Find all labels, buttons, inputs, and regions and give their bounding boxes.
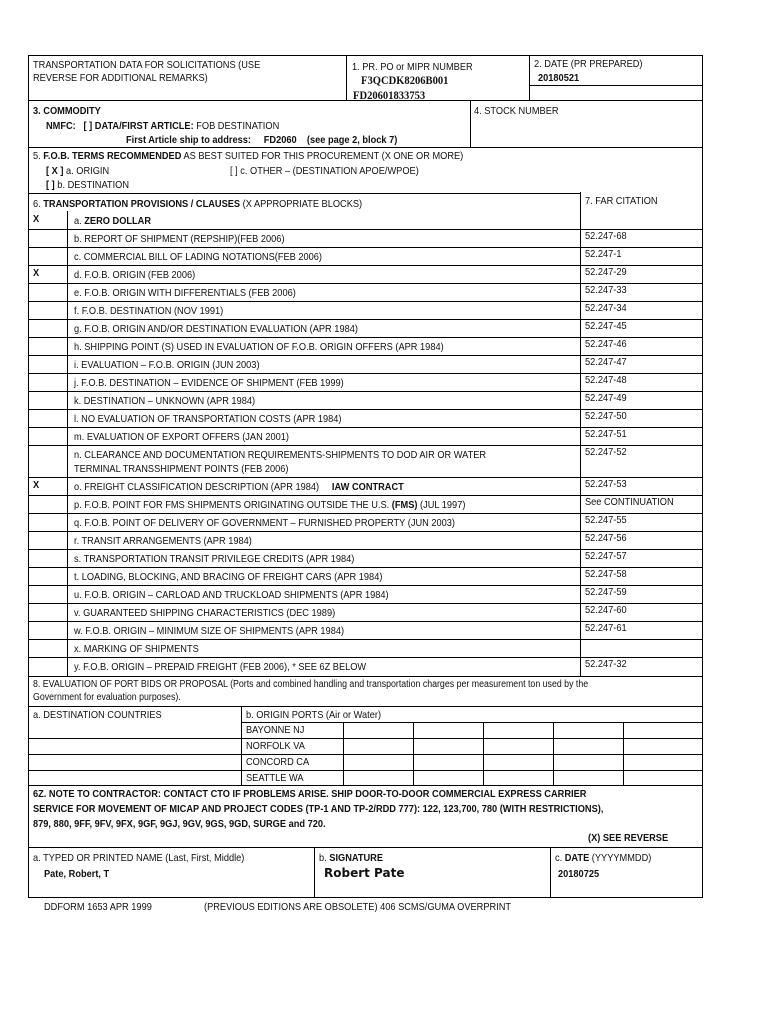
provision-clause: f. F.O.B. DESTINATION (NOV 1991) bbox=[74, 305, 224, 317]
far-citation: 52.247-53 bbox=[585, 478, 627, 490]
stock-number-label: 4. STOCK NUMBER bbox=[474, 105, 559, 117]
sign-date-label-prefix: c. bbox=[555, 852, 563, 864]
ship-to-line bbox=[126, 134, 397, 146]
port-row-divider bbox=[28, 770, 703, 771]
fob-destination-checkbox: [ ] bbox=[46, 179, 55, 191]
provision-text bbox=[74, 517, 455, 529]
provision-clause: w. F.O.B. ORIGIN – MINIMUM SIZE OF SHIPMENTS (APR 1984) bbox=[74, 625, 345, 637]
provision-text bbox=[74, 395, 255, 407]
pr-number-value-1: F3QCDK8206B001 bbox=[361, 73, 449, 87]
far-citation: 52.247-50 bbox=[585, 410, 627, 422]
fob-origin-text: a. ORIGIN bbox=[66, 165, 110, 177]
provision-emphasis: (FMS) bbox=[391, 499, 418, 511]
far-citation: 52.247-33 bbox=[585, 284, 627, 296]
divider bbox=[28, 706, 703, 707]
provision-text bbox=[74, 625, 344, 637]
provision-text bbox=[74, 481, 404, 493]
provision-text-continued: TERMINAL TRANSSHIPMENT POINTS (FEB 2006) bbox=[74, 463, 289, 475]
form-id: DDFORM 1653 APR 1999 bbox=[44, 901, 152, 913]
divider bbox=[241, 722, 703, 723]
commodity-label: 3. COMMODITY bbox=[33, 105, 101, 117]
far-citation: 52.247-45 bbox=[585, 320, 627, 332]
far-citation: 52.247-34 bbox=[585, 302, 627, 314]
note-line3: 879, 880, 9FF, 9FV, 9FX, 9GF, 9GJ, 9GV, 9GS, 9GD, SURGE and 720. bbox=[33, 818, 326, 830]
nmfc-checkbox: [ ] bbox=[83, 120, 93, 132]
divider bbox=[28, 847, 703, 848]
fob-other-checkbox: [ ] bbox=[230, 165, 238, 177]
ship-to-label: First Article ship to address: bbox=[126, 134, 251, 146]
far-citation: 52.247-57 bbox=[585, 550, 627, 562]
signature-value: Robert Pate bbox=[324, 866, 405, 880]
divider bbox=[28, 785, 703, 786]
far-citation: 52.247-61 bbox=[585, 622, 627, 634]
form-footer-note: (PREVIOUS EDITIONS ARE OBSOLETE) 406 SCMS/GUMA OVERPRINT bbox=[204, 901, 512, 913]
port-row-divider bbox=[28, 738, 703, 739]
note-line1: 6Z. NOTE TO CONTRACTOR: CONTACT CTO IF PROBLEMS ARISE. SHIP DOOR-TO-DOOR COMMERCIAL EXPRESS CARRIER bbox=[33, 788, 587, 800]
provision-text bbox=[74, 571, 382, 583]
provision-clause: l. NO EVALUATION OF TRANSPORTATION COSTS (APR 1984) bbox=[74, 413, 342, 425]
provision-clause: q. F.O.B. POINT OF DELIVERY OF GOVERNMENT – FURNISHED PROPERTY (JUN 2003) bbox=[74, 517, 455, 529]
sign-date-label-format: (YYYYMMDD) bbox=[591, 852, 652, 864]
provision-text bbox=[74, 377, 344, 389]
fob-terms-title: F.O.B. TERMS RECOMMENDED bbox=[43, 150, 182, 162]
fob-other-text: c. OTHER – (DESTINATION APOE/WPOE) bbox=[240, 165, 419, 177]
evaluation-line1: 8. EVALUATION OF PORT BIDS OR PROPOSAL (Ports and combined handling and transportation charges per measurement ton used by the bbox=[33, 679, 589, 690]
provision-text bbox=[74, 359, 260, 371]
fob-terms-label bbox=[33, 150, 463, 162]
far-citation: 52.247-58 bbox=[585, 568, 627, 580]
pr-number-value-2: FD20601833753 bbox=[353, 88, 426, 102]
divider bbox=[529, 55, 530, 100]
provision-clause: s. TRANSPORTATION TRANSIT PRIVILEGE CREDITS (APR 1984) bbox=[74, 553, 355, 565]
divider bbox=[550, 847, 551, 898]
provision-clause: j. F.O.B. DESTINATION – EVIDENCE OF SHIPMENT (FEB 1999) bbox=[74, 377, 344, 389]
transportation-data-form bbox=[28, 55, 703, 913]
provision-mark: X bbox=[33, 267, 40, 279]
fob-origin-option bbox=[46, 165, 109, 177]
pr-number-label: 1. PR. PO or MIPR NUMBER bbox=[352, 61, 473, 73]
provision-clause: x. MARKING OF SHIPMENTS bbox=[74, 643, 199, 655]
provision-clause: b. REPORT OF SHIPMENT (REPSHIP)(FEB 2006) bbox=[74, 233, 285, 245]
provision-clause-date: (JUL 1997) bbox=[420, 499, 466, 511]
divider bbox=[28, 100, 703, 101]
provision-text bbox=[74, 431, 289, 443]
far-citation: 52.247-1 bbox=[585, 248, 622, 260]
origin-port: NORFOLK VA bbox=[246, 740, 305, 752]
ship-to-code: FD2060 bbox=[263, 134, 297, 146]
fob-terms-instructions: AS BEST SUITED FOR THIS PROCUREMENT (X ONE OR MORE) bbox=[183, 150, 464, 162]
provision-text bbox=[74, 499, 465, 511]
date-prepared-value: 20180521 bbox=[538, 72, 580, 84]
signature-label-prefix: b. bbox=[319, 852, 327, 864]
fob-terms-num: 5. bbox=[33, 150, 41, 162]
divider bbox=[346, 55, 347, 100]
provision-clause: k. DESTINATION – UNKNOWN (APR 1984) bbox=[74, 395, 256, 407]
provisions-num: 6. bbox=[33, 198, 41, 210]
provision-text bbox=[74, 553, 354, 565]
nmfc-label: NMFC: bbox=[46, 120, 76, 132]
far-citation: See CONTINUATION bbox=[585, 496, 674, 508]
provision-text bbox=[74, 251, 322, 263]
provisions-title: TRANSPORTATION PROVISIONS / CLAUSES bbox=[43, 198, 241, 210]
typed-name-label: a. TYPED OR PRINTED NAME (Last, First, Middle) bbox=[33, 852, 245, 864]
evaluation-line2: Government for evaluation purposes). bbox=[33, 692, 181, 703]
typed-name-value: Pate, Robert, T bbox=[44, 868, 110, 880]
divider bbox=[28, 147, 703, 148]
nmfc-data-first-article: DATA/FIRST ARTICLE: bbox=[94, 120, 194, 132]
provision-clause: n. CLEARANCE AND DOCUMENTATION REQUIREMENTS-SHIPMENTS TO DOD AIR OR WATER bbox=[74, 449, 487, 461]
provision-clause: c. COMMERCIAL BILL OF LADING NOTATIONS(FEB 2006) bbox=[74, 251, 322, 263]
provision-clause: d. F.O.B. ORIGIN (FEB 2006) bbox=[74, 269, 196, 281]
provision-mark: X bbox=[33, 213, 40, 225]
far-citation: 52.247-47 bbox=[585, 356, 627, 368]
divider bbox=[28, 676, 703, 677]
fob-other-option bbox=[230, 165, 419, 177]
ship-to-note: (see page 2, block 7) bbox=[306, 134, 398, 146]
provision-text bbox=[74, 449, 486, 461]
fob-destination-text: b. DESTINATION bbox=[57, 179, 130, 191]
far-citation: 52.247-68 bbox=[585, 230, 627, 242]
nmfc-line bbox=[46, 120, 279, 132]
sign-date-label bbox=[555, 852, 651, 864]
provision-text bbox=[74, 589, 389, 601]
provision-text bbox=[74, 323, 358, 335]
table-row-divider bbox=[28, 639, 703, 640]
origin-port: CONCORD CA bbox=[246, 756, 310, 768]
provision-text bbox=[74, 233, 285, 245]
provision-clause: v. GUARANTEED SHIPPING CHARACTERISTICS (DEC 1989) bbox=[74, 607, 336, 619]
far-citation: 52.247-60 bbox=[585, 604, 627, 616]
far-citation: 52.247-32 bbox=[585, 658, 627, 670]
far-citation: 52.247-51 bbox=[585, 428, 627, 440]
nmfc-fob-destination: FOB DESTINATION bbox=[196, 120, 280, 132]
provision-text bbox=[74, 643, 199, 655]
port-row-divider bbox=[28, 754, 703, 755]
provision-clause: y. F.O.B. ORIGIN – PREPAID FREIGHT (FEB 2006), * SEE 6Z BELOW bbox=[74, 661, 367, 673]
origin-port: SEATTLE WA bbox=[246, 772, 304, 784]
provision-text bbox=[74, 661, 366, 673]
signature-label bbox=[319, 852, 383, 864]
far-citation: 52.247-29 bbox=[585, 266, 627, 278]
form-title-line2: REVERSE FOR ADDITIONAL REMARKS) bbox=[33, 72, 208, 84]
provision-text bbox=[74, 269, 195, 281]
provision-text bbox=[74, 341, 444, 353]
provision-clause: t. LOADING, BLOCKING, AND BRACING OF FREIGHT CARS (APR 1984) bbox=[74, 571, 383, 583]
divider bbox=[28, 193, 580, 194]
fob-destination-option bbox=[46, 179, 129, 191]
provision-text bbox=[74, 215, 151, 227]
fob-origin-checkbox: [ X ] bbox=[46, 165, 64, 177]
divider bbox=[314, 847, 315, 898]
provision-mark: X bbox=[33, 479, 40, 491]
provisions-label bbox=[33, 198, 362, 210]
far-citation: 52.247-59 bbox=[585, 586, 627, 598]
mark-column-divider bbox=[67, 211, 68, 676]
form-title-line1: TRANSPORTATION DATA FOR SOLICITATIONS (USE bbox=[33, 59, 261, 71]
provision-clause: m. EVALUATION OF EXPORT OFFERS (JAN 2001) bbox=[74, 431, 289, 443]
far-citation: 52.247-52 bbox=[585, 446, 627, 458]
provision-clause: p. F.O.B. POINT FOR FMS SHIPMENTS ORIGINATING OUTSIDE THE U.S. bbox=[74, 499, 390, 511]
provision-text bbox=[74, 607, 335, 619]
provision-clause: r. TRANSIT ARRANGEMENTS (APR 1984) bbox=[74, 535, 252, 547]
provision-text bbox=[74, 413, 342, 425]
origin-port: BAYONNE NJ bbox=[246, 724, 305, 736]
provision-clause: g. F.O.B. ORIGIN AND/OR DESTINATION EVALUATION (APR 1984) bbox=[74, 323, 358, 335]
far-citation: 52.247-49 bbox=[585, 392, 627, 404]
date-prepared-label: 2. DATE (PR PREPARED) bbox=[534, 58, 643, 70]
destination-countries-label: a. DESTINATION COUNTRIES bbox=[33, 709, 162, 721]
provisions-instructions: (X APPROPRIATE BLOCKS) bbox=[242, 198, 363, 210]
provision-clause: h. SHIPPING POINT (S) USED IN EVALUATION OF F.O.B. ORIGIN OFFERS (APR 1984) bbox=[74, 341, 444, 353]
sign-date-label-text: DATE bbox=[564, 852, 590, 864]
note-line2: SERVICE FOR MOVEMENT OF MICAP AND PROJECT CODES (TP-1 AND TP-2/RDD 777): 122, 123,700, 780 (WITH RESTRICTIONS), bbox=[33, 803, 604, 815]
far-citation: 52.247-46 bbox=[585, 338, 627, 350]
provision-clause: e. F.O.B. ORIGIN WITH DIFFERENTIALS (FEB 2006) bbox=[74, 287, 296, 299]
origin-ports-label: b. ORIGIN PORTS (Air or Water) bbox=[246, 709, 382, 721]
see-reverse: (X) SEE REVERSE bbox=[588, 832, 669, 844]
provision-text bbox=[74, 535, 252, 547]
far-citation: 52.247-55 bbox=[585, 514, 627, 526]
provision-text bbox=[74, 287, 296, 299]
provision-clause: i. EVALUATION – F.O.B. ORIGIN (JUN 2003) bbox=[74, 359, 260, 371]
provision-clause: o. FREIGHT CLASSIFICATION DESCRIPTION (APR 1984) bbox=[74, 481, 320, 493]
divider bbox=[529, 85, 703, 86]
divider bbox=[241, 706, 242, 785]
provision-clause: a. bbox=[74, 215, 82, 227]
sign-date-value: 20180725 bbox=[558, 868, 600, 880]
far-citation: 52.247-56 bbox=[585, 532, 627, 544]
signature-label-text: SIGNATURE bbox=[329, 852, 384, 864]
provision-clause: u. F.O.B. ORIGIN – CARLOAD AND TRUCKLOAD SHIPMENTS (APR 1984) bbox=[74, 589, 389, 601]
far-citation: 52.247-48 bbox=[585, 374, 627, 386]
provision-emphasis: IAW CONTRACT bbox=[331, 481, 404, 493]
far-citation-label: 7. FAR CITATION bbox=[585, 195, 658, 207]
provision-text bbox=[74, 305, 223, 317]
provision-emphasis: ZERO DOLLAR bbox=[84, 215, 152, 227]
divider bbox=[470, 100, 471, 147]
